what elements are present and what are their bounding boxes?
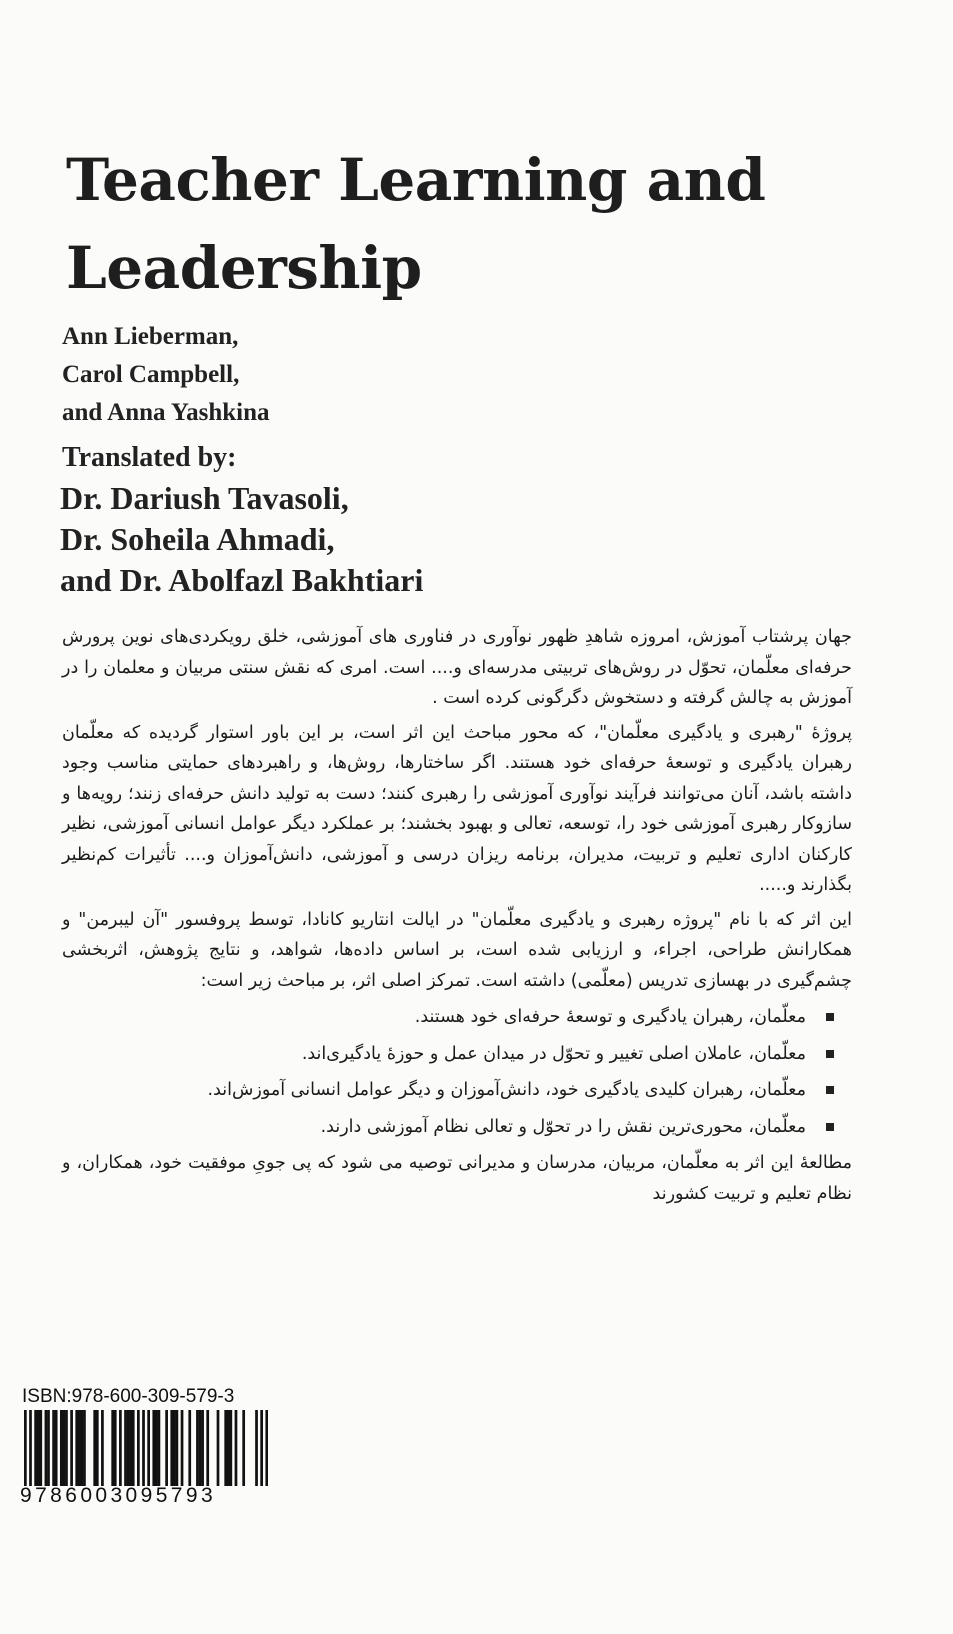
barcode-bar bbox=[63, 1410, 66, 1486]
barcode-bar bbox=[158, 1410, 161, 1486]
barcode-bar bbox=[129, 1410, 132, 1486]
barcode-bar bbox=[137, 1410, 140, 1486]
translator-1: Dr. Dariush Tavasoli, bbox=[60, 480, 349, 516]
list-item bbox=[62, 1112, 834, 1143]
persian-description bbox=[62, 622, 852, 1213]
barcode-bar bbox=[47, 1410, 50, 1486]
barcode-bar bbox=[111, 1410, 114, 1486]
barcode-bar bbox=[81, 1410, 84, 1486]
author-1: Ann Lieberman, bbox=[62, 323, 239, 350]
square-bullet-icon bbox=[826, 1086, 834, 1094]
barcode-bar bbox=[75, 1410, 78, 1486]
barcode-bar bbox=[127, 1410, 130, 1486]
description-paragraph-2: پروژۀ "رهبری و یادگیری معلّمان"، که محور مباحث این اثر است، بر این باور استوار گردیده که معلّمان رهبران یادگیری و توسعۀ حرفه‌ای خود هستند. اگر ساختارها، روش‌ها، و راهبردهای حمایتی مناسب وجود داشته باشد، آنان می‌توانند فرآیند نوآوری آموزشی را رهبری کنند؛ دست به تولید دانش حرفه‌ای زنند؛ رویه‌ها و سازوکار رهبری آموزشی خود را، توسعه، تعالی و بهبود بخشند؛ بر عملکرد دیگر عوامل انسانی آموزشی، نظیر کارکنان اداری تعلیم و تربیت، مدیران، برنامه ریزان درسی و آموزشی، دانش‌آموزان و.... تأثیرات کم‌نظیر بگذارند و..... bbox=[62, 722, 852, 895]
barcode-digits: 9786003095793 bbox=[20, 1484, 217, 1507]
barcode-bar bbox=[37, 1410, 40, 1486]
barcode-bar bbox=[124, 1410, 127, 1486]
barcode-bar bbox=[52, 1410, 55, 1486]
barcode-bar bbox=[224, 1410, 227, 1486]
barcode-bar bbox=[34, 1410, 37, 1486]
barcode-bar bbox=[39, 1410, 42, 1486]
barcode-bar bbox=[217, 1410, 220, 1486]
barcode-bar bbox=[152, 1410, 155, 1486]
barcode-bar bbox=[24, 1410, 27, 1486]
description-paragraph-4: مطالعۀ این اثر به معلّمان، مربیان، مدرسان و مدیرانی توصیه می شود که پی جویِ موفقیت خود، همکاران، و نظام تعلیم و تربیت کشورند bbox=[62, 1153, 852, 1204]
list-item bbox=[62, 1002, 834, 1033]
barcode-bar bbox=[147, 1410, 150, 1486]
barcode-bar bbox=[196, 1410, 199, 1486]
barcode-bar bbox=[78, 1410, 81, 1486]
list-item bbox=[62, 1075, 834, 1106]
barcode-bar bbox=[201, 1410, 204, 1486]
barcode-bar bbox=[65, 1410, 68, 1486]
barcode-bar bbox=[260, 1410, 263, 1486]
barcode-bar bbox=[206, 1410, 209, 1486]
author-3: and Anna Yashkina bbox=[62, 399, 270, 426]
focus-bullet-list bbox=[62, 1002, 852, 1142]
barcode-bar bbox=[29, 1410, 32, 1486]
barcode-bar bbox=[83, 1410, 86, 1486]
barcode-bar bbox=[165, 1410, 168, 1486]
barcode-bar bbox=[176, 1410, 179, 1486]
description-paragraph-1: جهان پرشتاب آموزش، امروزه شاهدِ ظهور نوآوری در فناوری های آموزشی، خلق رویکردی‌های نوین پرورش حرفه‌ای معلّمان، تحوّل در روش‌های تربیتی مدرسه‌ای و.... است. امری که نقش سنتی مربیان و معلمان را در آموزش به چالش گرفته و دستخوش دگرگونی کرده است . bbox=[62, 627, 852, 708]
barcode-bar bbox=[96, 1410, 99, 1486]
barcode-bar bbox=[265, 1410, 268, 1486]
list-item bbox=[62, 1039, 834, 1070]
barcode-bar bbox=[119, 1410, 122, 1486]
authors-block bbox=[62, 318, 270, 432]
barcode-bar bbox=[229, 1410, 232, 1486]
bullet-text: معلّمان، رهبران کلیدی یادگیری خود، دانش‌آموزان و دیگر عوامل انسانی آموزش‌اند. bbox=[207, 1080, 806, 1100]
barcode-bar bbox=[132, 1410, 135, 1486]
square-bullet-icon bbox=[826, 1050, 834, 1058]
barcode-bar bbox=[70, 1410, 73, 1486]
translators-block bbox=[60, 478, 423, 601]
isbn-label: ISBN:978-600-309-579-3 bbox=[22, 1386, 235, 1407]
barcode-bar bbox=[188, 1410, 191, 1486]
barcode-bar bbox=[93, 1410, 96, 1486]
barcode-bar bbox=[114, 1410, 117, 1486]
barcode-bar bbox=[181, 1410, 184, 1486]
bullet-text: معلّمان، رهبران یادگیری و توسعۀ حرفه‌ای خود هستند. bbox=[414, 1007, 806, 1027]
translator-3: and Dr. Abolfazl Bakhtiari bbox=[60, 562, 424, 598]
barcode-bar bbox=[60, 1410, 63, 1486]
barcode-bar bbox=[55, 1410, 58, 1486]
bullet-text: معلّمان، محوری‌ترین نقش را در تحوّل و تعالی نظام آموزشی دارند. bbox=[320, 1116, 806, 1137]
barcode-icon bbox=[24, 1410, 268, 1486]
square-bullet-icon bbox=[826, 1013, 834, 1021]
barcode-bar bbox=[255, 1410, 258, 1486]
bullet-text: معلّمان، عاملان اصلی تغییر و تحوّل در میدان عمل و حوزۀ یادگیری‌اند. bbox=[301, 1043, 806, 1064]
barcode-bar bbox=[155, 1410, 158, 1486]
book-title-line-1: Teacher Learning and bbox=[66, 146, 766, 214]
description-paragraph-3: این اثر که با نام "پروژه رهبری و یادگیری معلّمان" در ایالت انتاریو کانادا، توسط پروفسور "آن لیبرمن" و همکارانش طراحی، اجراء، و ارزیابی شده است، بر اساس داده‌ها، شواهد، و نتایج پژوهش، اثربخشی چشم‌گیری در بهسازی تدریس (معلّمی) داشته است. تمرکز اصلی اثر، بر مباحث زیر است: bbox=[62, 909, 852, 991]
barcode-bar bbox=[45, 1410, 48, 1486]
barcode-bar bbox=[101, 1410, 104, 1486]
book-title bbox=[66, 136, 786, 312]
barcode-bar bbox=[170, 1410, 173, 1486]
barcode-bar bbox=[242, 1410, 245, 1486]
square-bullet-icon bbox=[826, 1123, 834, 1131]
translated-by-label: Translated by: bbox=[62, 442, 237, 473]
barcode-bar bbox=[199, 1410, 202, 1486]
barcode-bar bbox=[173, 1410, 176, 1486]
translator-2: Dr. Soheila Ahmadi, bbox=[60, 521, 335, 557]
barcode-bar bbox=[235, 1410, 238, 1486]
barcode-bar bbox=[142, 1410, 145, 1486]
barcode-bar bbox=[227, 1410, 230, 1486]
author-2: Carol Campbell, bbox=[62, 361, 240, 388]
book-title-line-2: Leadership bbox=[66, 234, 422, 302]
